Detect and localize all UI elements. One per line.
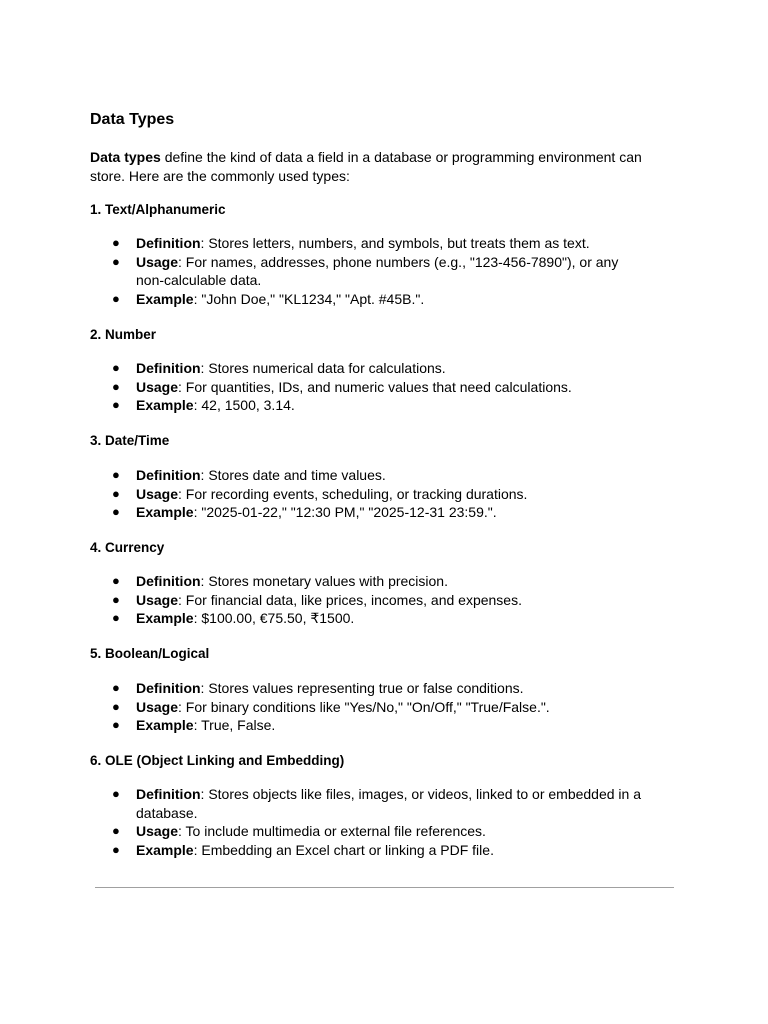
bullet-icon: ●: [112, 378, 120, 394]
item-label: Usage: [136, 823, 179, 839]
intro-text: define the kind of data a field in a database or programming environment can store. Here are the commonly used types:: [90, 149, 642, 184]
bullet-list: [90, 679, 650, 735]
intro-bold-term: Data types: [90, 149, 161, 165]
list-item: [90, 822, 650, 841]
bullet-icon: ●: [112, 841, 120, 857]
list-item: [90, 591, 650, 610]
item-label: Usage: [136, 591, 179, 608]
list-item: [90, 609, 650, 628]
section-heading: 6. OLE (Object Linking and Embedding): [90, 753, 345, 768]
bullet-list: [90, 572, 650, 628]
bullet-icon: ●: [112, 786, 120, 801]
intro-paragraph: [90, 148, 680, 186]
bullet-list: [90, 359, 650, 415]
list-item: [90, 396, 650, 415]
list-item: [90, 290, 650, 309]
item-text: : 42, 1500, 3.14.: [193, 397, 295, 413]
horizontal-rule: [95, 887, 674, 888]
item-label: Example: [136, 397, 194, 413]
item-text: : For names, addresses, phone numbers (e.g., "123-456-7890"), or any non-calculable data.: [136, 253, 619, 288]
section-heading: 1. Text/Alphanumeric: [90, 202, 226, 217]
bullet-icon: ●: [112, 253, 120, 269]
item-text: : Embedding an Excel chart or linking a PDF file.: [193, 841, 494, 858]
item-text: : Stores objects like files, images, or videos, linked to or embedded in a database.: [136, 786, 641, 821]
item-label: Definition: [136, 680, 201, 696]
list-item: [90, 572, 650, 591]
bullet-list: [90, 785, 650, 859]
item-text: : Stores values representing true or false conditions.: [200, 680, 524, 696]
section-heading: 3. Date/Time: [90, 433, 170, 448]
item-text: : For recording events, scheduling, or tracking durations.: [178, 485, 528, 502]
item-text: : For financial data, like prices, incomes, and expenses.: [178, 591, 522, 608]
item-label: Example: [136, 610, 194, 626]
item-text: : For quantities, IDs, and numeric values that need calculations.: [178, 378, 572, 395]
bullet-icon: ●: [112, 573, 120, 588]
bullet-list: [90, 234, 650, 308]
bullet-icon: ●: [112, 504, 120, 519]
item-text: : "John Doe," "KL1234," "Apt. #45B.".: [193, 290, 425, 307]
bullet-icon: ●: [112, 360, 120, 375]
item-text: : For binary conditions like "Yes/No," "On/Off," "True/False.".: [178, 698, 550, 715]
bullet-list: [90, 466, 650, 522]
list-item: [90, 503, 650, 522]
item-label: Definition: [136, 573, 201, 589]
bullet-icon: ●: [112, 485, 120, 501]
item-label: Definition: [136, 360, 201, 376]
item-text: : Stores numerical data for calculations.: [200, 360, 446, 376]
item-text: : "2025-01-22," "12:30 PM," "2025-12-31 23:59.".: [193, 504, 497, 520]
list-item: [90, 716, 650, 735]
item-text: : To include multimedia or external file references.: [178, 823, 486, 839]
section-heading: 5. Boolean/Logical: [90, 646, 210, 661]
bullet-icon: ●: [112, 591, 120, 607]
item-label: Usage: [136, 253, 179, 270]
bullet-icon: ●: [112, 680, 120, 695]
section-heading: 4. Currency: [90, 540, 165, 555]
item-text: : Stores letters, numbers, and symbols, but treats them as text.: [200, 235, 590, 251]
item-text: : Stores monetary values with precision.: [200, 573, 448, 589]
list-item: [90, 253, 650, 290]
list-item: [90, 698, 650, 717]
item-text: : Stores date and time values.: [200, 467, 386, 483]
bullet-icon: ●: [112, 823, 120, 838]
bullet-icon: ●: [112, 235, 120, 250]
bullet-icon: ●: [112, 290, 120, 306]
list-item: [90, 679, 650, 698]
bullet-icon: ●: [112, 698, 120, 714]
item-label: Example: [136, 504, 194, 520]
list-item: [90, 485, 650, 504]
list-item: [90, 378, 650, 397]
page-title: Data Types: [90, 111, 175, 128]
item-label: Example: [136, 290, 194, 307]
item-label: Definition: [136, 786, 201, 802]
list-item: [90, 234, 650, 253]
list-item: [90, 466, 650, 485]
item-label: Usage: [136, 698, 179, 715]
list-item: [90, 841, 650, 860]
bullet-icon: ●: [112, 467, 120, 482]
item-text: : True, False.: [193, 717, 276, 733]
item-label: Definition: [136, 467, 201, 483]
bullet-icon: ●: [112, 397, 120, 412]
item-label: Definition: [136, 235, 201, 251]
item-label: Example: [136, 717, 194, 733]
bullet-icon: ●: [112, 717, 120, 732]
section-heading: 2. Number: [90, 327, 157, 342]
item-label: Usage: [136, 378, 179, 395]
item-label: Example: [136, 841, 194, 858]
item-text: : $100.00, €75.50, ₹1500.: [193, 610, 355, 626]
item-label: Usage: [136, 485, 179, 502]
bullet-icon: ●: [112, 610, 120, 625]
list-item: [90, 785, 650, 822]
list-item: [90, 359, 650, 378]
